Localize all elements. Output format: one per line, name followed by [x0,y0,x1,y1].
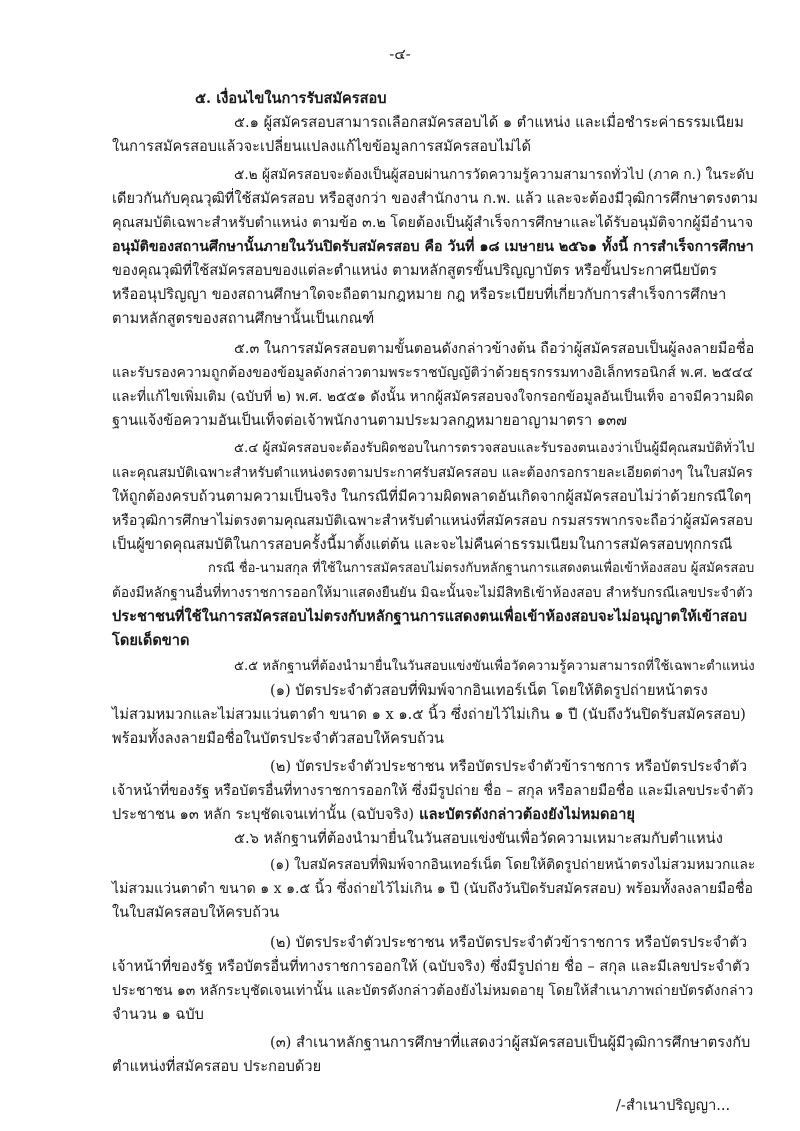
text-line: (๒) บัตรประจำตัวประชาชน หรือบัตรประจำตัวข้าราชการ หรือบัตรประจำตัว [270,758,748,775]
text-line: (๑) บัตรประจำตัวสอบที่พิมพ์จากอินเทอร์เน็ต โดยให้ติดรูปถ่ายหน้าตรง [270,682,708,699]
text-line: เจ้าหน้าที่ของรัฐ หรือบัตรอื่นที่ทางราชการออกให้ ซึ่งมีรูปถ่าย ชื่อ – สกุล หรือลายมือชื่อ และมีเลขประจำตัว [112,783,754,799]
text-line: เป็นผู้ขาดคุณสมบัติในการสอบครั้งนี้มาตั้งแต่ต้น และจะไม่คืนค่าธรรมเนียมในการสมัครสอบทุกกรณี [112,536,733,553]
text-line: เดียวกันกับคุณวุฒิที่ใช้สมัครสอบ หรือสูงกว่า ของสำนักงาน ก.พ. แล้ว และจะต้องมีวุฒิการศึกษาตรงตาม [112,190,759,207]
text-line: กรณี ชื่อ-นามสกุล ที่ใช้ในการสมัครสอบไม่ตรงกับหลักฐานการแสดงตนเพื่อเข้าห้องสอบ ผู้สมัครสอบ [208,561,755,576]
footer-continuation: /-สำเนาปริญญา... [616,1097,731,1114]
text-run: ประชาชน ๑๓ หลัก ระบุชัดเจนเท่านั้น (ฉบับจริง) [112,806,415,823]
text-line: อนุมัติของสถานศึกษานั้นภายในวันปิดรับสมัครสอบ คือ วันที่ ๑๘ เมษายน ๒๕๖๑ ทั้งนี้ การสำเร็จการศึกษา [112,239,754,255]
text-line: ตำแหน่งที่สมัครสอบ ประกอบด้วย [112,1058,322,1075]
text-line: และรับรองความถูกต้องของข้อมูลดังกล่าวตามพระราชบัญญัติว่าด้วยธุรกรรมทางอิเล็กทรอนิกส์ พ.ศ. ๒๕๔๔ [112,365,754,381]
text-line: โดยเด็ดขาด [112,632,190,649]
text-line: (๒) บัตรประจำตัวประชาชน หรือบัตรประจำตัวข้าราชการ หรือบัตรประจำตัว [270,934,748,951]
text-line: และคุณสมบัติเฉพาะสำหรับตำแหน่งตรงตามประกาศรับสมัครสอบ และต้องกรอกรายละเอียดต่างๆ ในใบสมัคร [112,465,753,481]
text-line: ๕.๒ ผู้สมัครสอบจะต้องเป็นผู้สอบผ่านการวัดความรู้ความสามารถทั่วไป (ภาค ก.) ในระดับ [234,167,754,183]
text-line: คุณสมบัติเฉพาะสำหรับตำแหน่ง ตามข้อ ๓.๒ โดยต้องเป็นผู้สำเร็จการศึกษาและได้รับอนุมัติจากผู้มีอำนาจ [112,215,754,231]
text-line: ไม่สวมหมวกและไม่สวมแว่นตาดำ ขนาด ๑ x ๑.๕ นิ้ว ซึ่งถ่ายไว้ไม่เกิน ๑ ปี (นับถึงวันปิดรับสมัครสอบ) [112,706,746,723]
text-line: ประชาชนที่ใช้ในการสมัครสอบไม่ตรงกับหลักฐานการแสดงตนเพื่อเข้าห้องสอบจะไม่อนุญาตให้เข้าสอบ [112,608,747,625]
text-line: ฐานแจ้งข้อความอันเป็นเท็จต่อเจ้าพนักงานตามประมวลกฎหมายอาญามาตรา ๑๓๗ [112,412,628,429]
text-line: และที่แก้ไขเพิ่มเติม (ฉบับที่ ๒) พ.ศ. ๒๕๕๑ ดังนั้น หากผู้สมัครสอบจงใจกรอกข้อมูลอันเป็นเท็จ อาจมีความผิด [112,389,754,405]
text-line: ตามหลักสูตรของสถานศึกษานั้นเป็นเกณฑ์ [112,310,375,327]
text-line: เจ้าหน้าที่ของรัฐ หรือบัตรอื่นที่ทางราชการออกให้ (ฉบับจริง) ซึ่งมีรูปถ่าย ชื่อ – สกุล และมีเลขประจำตัว [112,958,750,975]
text-line: ต้องมีหลักฐานอื่นที่ทางราชการออกให้มาแสดงยืนยัน มิฉะนั้นจะไม่มีสิทธิเข้าห้องสอบ สำหรับกรณีเลขประจำตัว [112,585,753,601]
section-heading: ๕. เงื่อนไขในการรับสมัครสอบ [195,90,387,107]
text-line: จำนวน ๑ ฉบับ [112,1006,204,1023]
text-line: ในการสมัครสอบแล้วจะเปลี่ยนแปลงแก้ไขข้อมูลการสมัครสอบไม่ได้ [112,138,532,155]
text-line: ของคุณวุฒิที่ใช้สมัครสอบของแต่ละตำแหน่ง ตามหลักสูตรขั้นปริญญาบัตร หรือขั้นประกาศนียบัตร [112,262,717,279]
text-run-bold: และบัตรดังกล่าวต้องยังไม่หมดอายุ [414,806,635,823]
text-line [112,804,635,826]
text-line: ให้ถูกต้องครบถ้วนตามความเป็นจริง ในกรณีที่มีความผิดพลาดอันเกิดจากผู้สมัครสอบไม่ว่าด้วยกรณีใดๆ [112,488,752,505]
text-line: ๕.๕ หลักฐานที่ต้องนำมายื่นในวันสอบแข่งขันเพื่อวัดความรู้ความสามารถที่ใช้เฉพาะตำแหน่ง [234,659,755,674]
text-line: ๕.๑ ผู้สมัครสอบสามารถเลือกสมัครสอบได้ ๑ ตำแหน่ง และเมื่อชำระค่าธรรมเนียม [234,114,744,131]
text-line: (๑) ใบสมัครสอบที่พิมพ์จากอินเทอร์เน็ต โดยให้ติดรูปถ่ายหน้าตรงไม่สวมหมวกและ [270,857,756,873]
text-line: ๕.๓ ในการสมัครสอบตามขั้นตอนดังกล่าวข้างต้น ถือว่าผู้สมัครสอบเป็นผู้ลงลายมือชื่อ [234,341,755,357]
text-line: ประชาชน ๑๓ หลักระบุชัดเจนเท่านั้น และบัตรดังกล่าวต้องยังไม่หมดอายุ โดยให้สำเนาภาพถ่ายบัตรดังกล่าว [112,983,754,999]
text-line: พร้อมทั้งลงลายมือชื่อในบัตรประจำตัวสอบให้ครบถ้วน [112,730,444,747]
text-line: ในใบสมัครสอบให้ครบถ้วน [112,904,280,921]
text-line: หรืออนุปริญญา ของสถานศึกษาใดจะถือตามกฎหมาย กฎ หรือระเบียบที่เกี่ยวกับการสำเร็จการศึกษา [112,286,727,303]
text-line: หรือวุฒิการศึกษาไม่ตรงตามคุณสมบัติเฉพาะสำหรับตำแหน่งที่สมัครสอบ กรมสรรพากรจะถือว่าผู้สมัครสอบ [112,513,753,529]
text-line: ๕.๔ ผู้สมัครสอบจะต้องรับผิดชอบในการตรวจสอบและรับรองตนเองว่าเป็นผู้มีคุณสมบัติทั่วไป [234,441,755,456]
text-line: ๕.๖ หลักฐานที่ต้องนำมายื่นในวันสอบแข่งขันเพื่อวัดความเหมาะสมกับตำแหน่ง [234,830,723,847]
text-line: (๓) สำเนาหลักฐานการศึกษาที่แสดงว่าผู้สมัครสอบเป็นผู้มีวุฒิการศึกษาตรงกับ [270,1034,751,1051]
text-line: ไม่สวมแว่นตาดำ ขนาด ๑ x ๑.๕ นิ้ว ซึ่งถ่ายไว้ไม่เกิน ๑ ปี (นับถึงวันปิดรับสมัครสอบ) พร้อมทั้งลงลายมือชื่อ [112,881,753,897]
page-number: -๔- [389,45,411,63]
